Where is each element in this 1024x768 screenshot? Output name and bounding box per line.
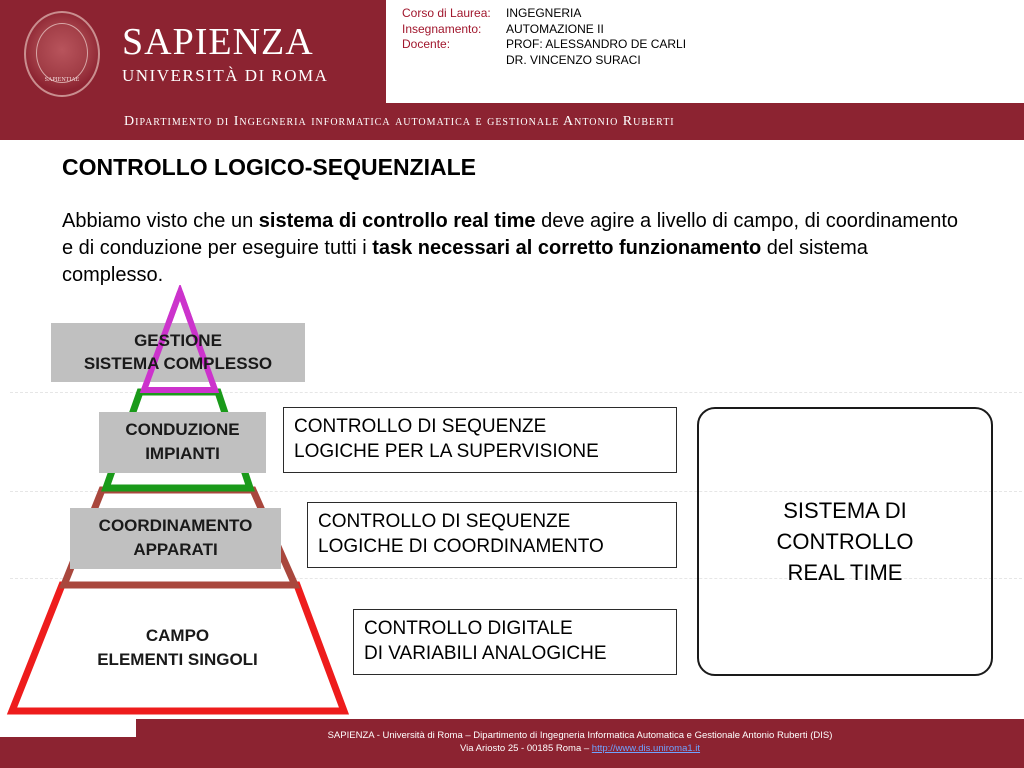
seal-inner-ring <box>36 23 88 83</box>
conduction-line1: CONDUZIONE <box>125 420 240 439</box>
department-band <box>0 103 1024 140</box>
department-name: Dipartimento di Ingegneria informatica automatica e gestionale Antonio Ruberti <box>124 114 675 129</box>
logo-panel <box>0 0 386 103</box>
conduction-layer-label <box>99 418 266 466</box>
coordination-control-box <box>307 502 677 568</box>
coordination-layer-label <box>70 514 281 562</box>
footer-address-line1: SAPIENZA - Università di Roma – Dipartimento di Ingegneria Informatica Automatica e Gestionale Antonio Ruberti (DIS) <box>327 730 833 741</box>
info-value: PROF: ALESSANDRO DE CARLI <box>506 37 687 51</box>
university-brand <box>122 22 328 86</box>
footer-address-line2 <box>136 743 1024 754</box>
paragraph-bold: task necessari al corretto funzionamento <box>372 237 762 259</box>
real-time-system-text <box>777 495 914 588</box>
paragraph-bold: sistema di controllo real time <box>258 210 536 232</box>
rt-line1: SISTEMA DI <box>783 498 907 523</box>
university-subtitle: UNIVERSITÀ DI ROMA <box>122 66 329 85</box>
info-label: Docente: <box>402 37 451 51</box>
info-value: AUTOMAZIONE II <box>506 21 604 36</box>
slide-title: CONTROLLO LOGICO-SEQUENZIALE <box>62 154 476 180</box>
control-box-line1: CONTROLLO DI SEQUENZE <box>318 511 571 532</box>
coordination-line1: COORDINAMENTO <box>98 516 253 535</box>
info-label: Corso di Laurea: <box>402 6 491 20</box>
slide-paragraph <box>62 208 972 289</box>
university-seal-icon <box>24 11 100 97</box>
control-box-line2: LOGICHE DI COORDINAMENTO <box>318 536 604 557</box>
digital-control-box <box>353 609 677 675</box>
control-box-line2: LOGICHE PER LA SUPERVISIONE <box>294 441 599 462</box>
footer-address-prefix: Via Ariosto 25 - 00185 Roma – <box>459 743 592 754</box>
info-row-course <box>402 6 686 22</box>
control-box-line2: DI VARIABILI ANALOGICHE <box>364 643 607 664</box>
field-layer-label <box>60 624 295 672</box>
info-row-assistant <box>402 53 686 69</box>
rt-line3: REAL TIME <box>787 560 903 585</box>
paragraph-text: Abbiamo visto che un <box>62 210 259 232</box>
footer-left-band <box>0 737 136 768</box>
field-line1: CAMPO <box>145 626 210 645</box>
coordination-line2: APPARATI <box>133 540 218 559</box>
real-time-system-box <box>697 407 993 676</box>
top-layer-line1: GESTIONE <box>134 331 222 350</box>
info-value: INGEGNERIA <box>506 6 582 20</box>
field-line2: ELEMENTI SINGOLI <box>97 650 258 669</box>
info-label: Insegnamento: <box>402 21 482 36</box>
control-box-line1: CONTROLLO DI SEQUENZE <box>294 416 547 437</box>
conduction-line2: IMPIANTI <box>145 444 220 463</box>
footer <box>136 719 1024 768</box>
top-layer-line2: SISTEMA COMPLESSO <box>83 354 273 373</box>
paragraph-text: deve agire a livello di campo, di coordinamento e di conduzione per eseguire tutti i <box>62 210 958 259</box>
supervision-control-box <box>283 407 677 473</box>
university-name: SAPIENZA <box>122 21 314 63</box>
footer-website-link[interactable]: http://www.dis.uniroma1.it <box>591 743 701 754</box>
rt-line2: CONTROLLO <box>776 529 914 554</box>
info-row-subject <box>402 22 686 38</box>
info-row-teacher <box>402 37 686 53</box>
top-layer-label <box>51 329 305 375</box>
control-box-line1: CONTROLLO DIGITALE <box>364 618 573 639</box>
info-value: DR. VINCENZO SURACI <box>506 52 641 67</box>
course-info <box>402 6 686 68</box>
paragraph-text: del sistema complesso. <box>62 237 868 286</box>
info-label <box>402 53 506 69</box>
seal-text: SAPIENTIAE <box>44 77 80 83</box>
